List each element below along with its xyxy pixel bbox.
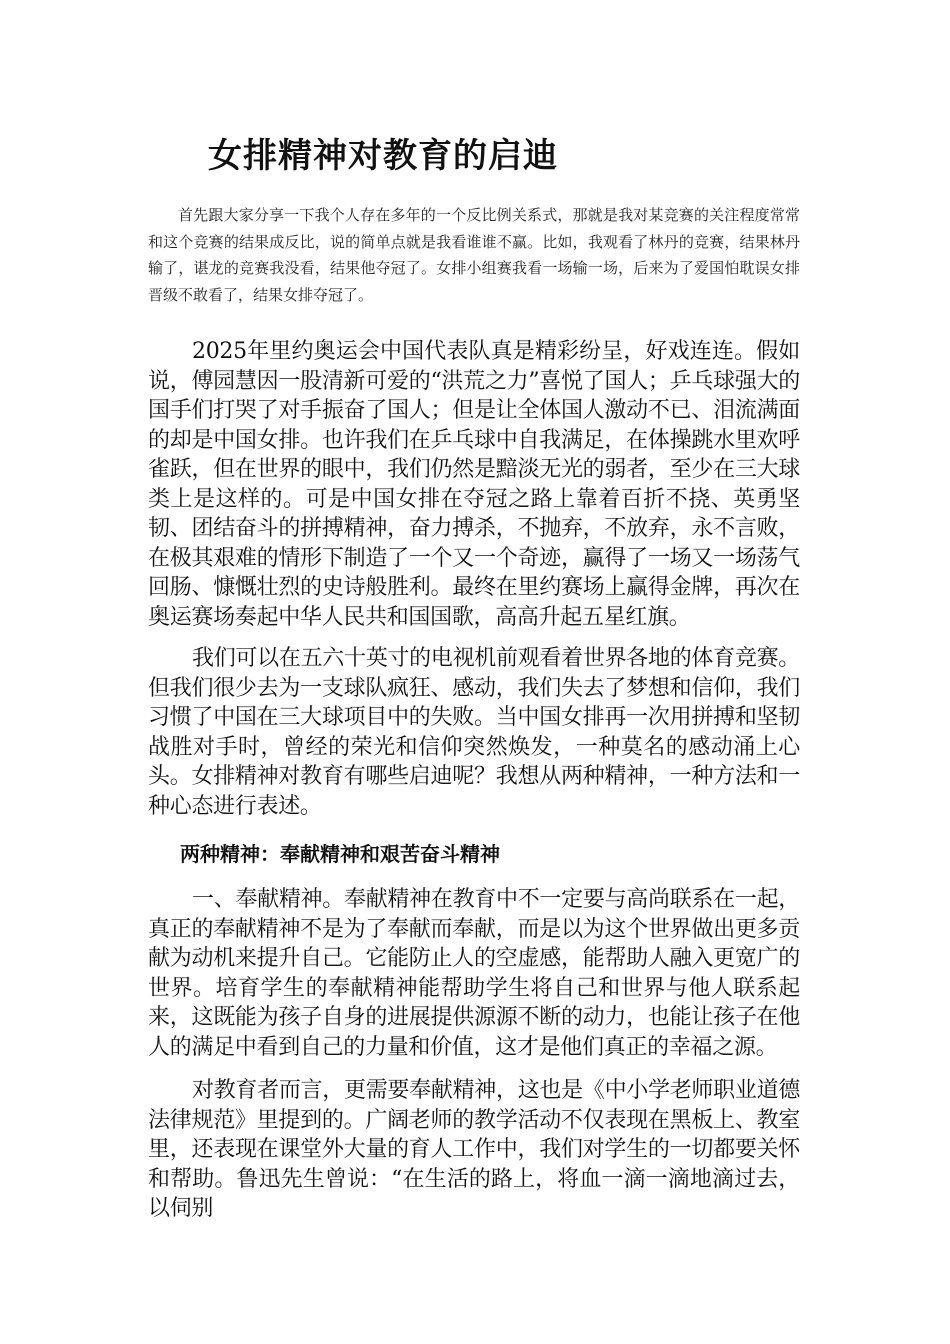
body-paragraph-4: 对教育者而言，更需要奉献精神，这也是《中小学老师职业道德法律规范》里提到的。广阔老师的教学活动不仅表现在黑板上、教室里，还表现在课堂外大量的育人工作中，我们对学生的一切都要关怀和帮助。鲁迅先生曾说：“在生活的路上，将血一滴一滴地滴过去，以伺别: [148, 1078, 800, 1221]
intro-paragraph: 首先跟大家分享一下我个人存在多年的一个反比例关系式，那就是我对某竞赛的关注程度常常和这个竞赛的结果成反比，说的简单点就是我看谁谁不赢。比如，我观看了林丹的竞赛，结果林丹输了，谌龙的竞赛我没看，结果他夺冠了。女排小组赛我看一场输一场，后来为了爱国怕耽误女排晋级不敢看了，结果女排夺冠了。: [148, 206, 800, 304]
body-paragraph-3: 一、奉献精神。奉献精神在教育中不一定要与高尚联系在一起，真正的奉献精神不是为了奉献而奉献，而是以为这个世界做出更多贡献为动机来提升自己。它能防止人的空虚感，能帮助人融入更宽广的世界。培育学生的奉献精神能帮助学生将自己和世界与他人联系起来，这既能为孩子自身的进展提供源源不断的动力，也能让孩子在他人的满足中看到自己的力量和价值，这才是他们真正的幸福之源。: [148, 887, 800, 1060]
body-paragraph-1: 2025年里约奥运会中国代表队真是精彩纷呈，好戏连连。假如说，傅园慧因一股清新可爱的“洪荒之力”喜悦了国人；乒乓球强大的国手们打哭了对手振奋了国人；但是让全体国人激动不已、泪流满面的却是中国女排。也许我们在乒乓球中自我满足，在体操跳水里欢呼雀跃，但在世界的眼中，我们仍然是黯淡无光的弱者，至少在三大球类上是这样的。可是中国女排在夺冠之路上靠着百折不挠、英勇坚韧、团结奋斗的拼搏精神，奋力搏杀，不抛弃，不放弃，永不言败，在极其艰难的情形下制造了一个又一个奇迹，赢得了一场又一场荡气回肠、慷慨壮烈的史诗般胜利。最终在里约赛场上赢得金牌，再次在奥运赛场奏起中华人民共和国国歌，高高升起五星红旗。: [148, 339, 800, 630]
body-paragraph-2: 我们可以在五六十英寸的电视机前观看着世界各地的体育竞赛。但我们很少去为一支球队疯狂、感动，我们失去了梦想和信仰，我们习惯了中国在三大球项目中的失败。当中国女排再一次用拼搏和坚韧战胜对手时，曾经的荣光和信仰突然焕发，一种莫名的感动涌上心头。女排精神对教育有哪些启迪呢？我想从两种精神，一种方法和一种心态进行表述。: [148, 646, 800, 819]
document-title: 女排精神对教育的启迪: [208, 136, 558, 176]
section-heading: 两种精神：奉献精神和艰苦奋斗精神: [180, 842, 500, 866]
